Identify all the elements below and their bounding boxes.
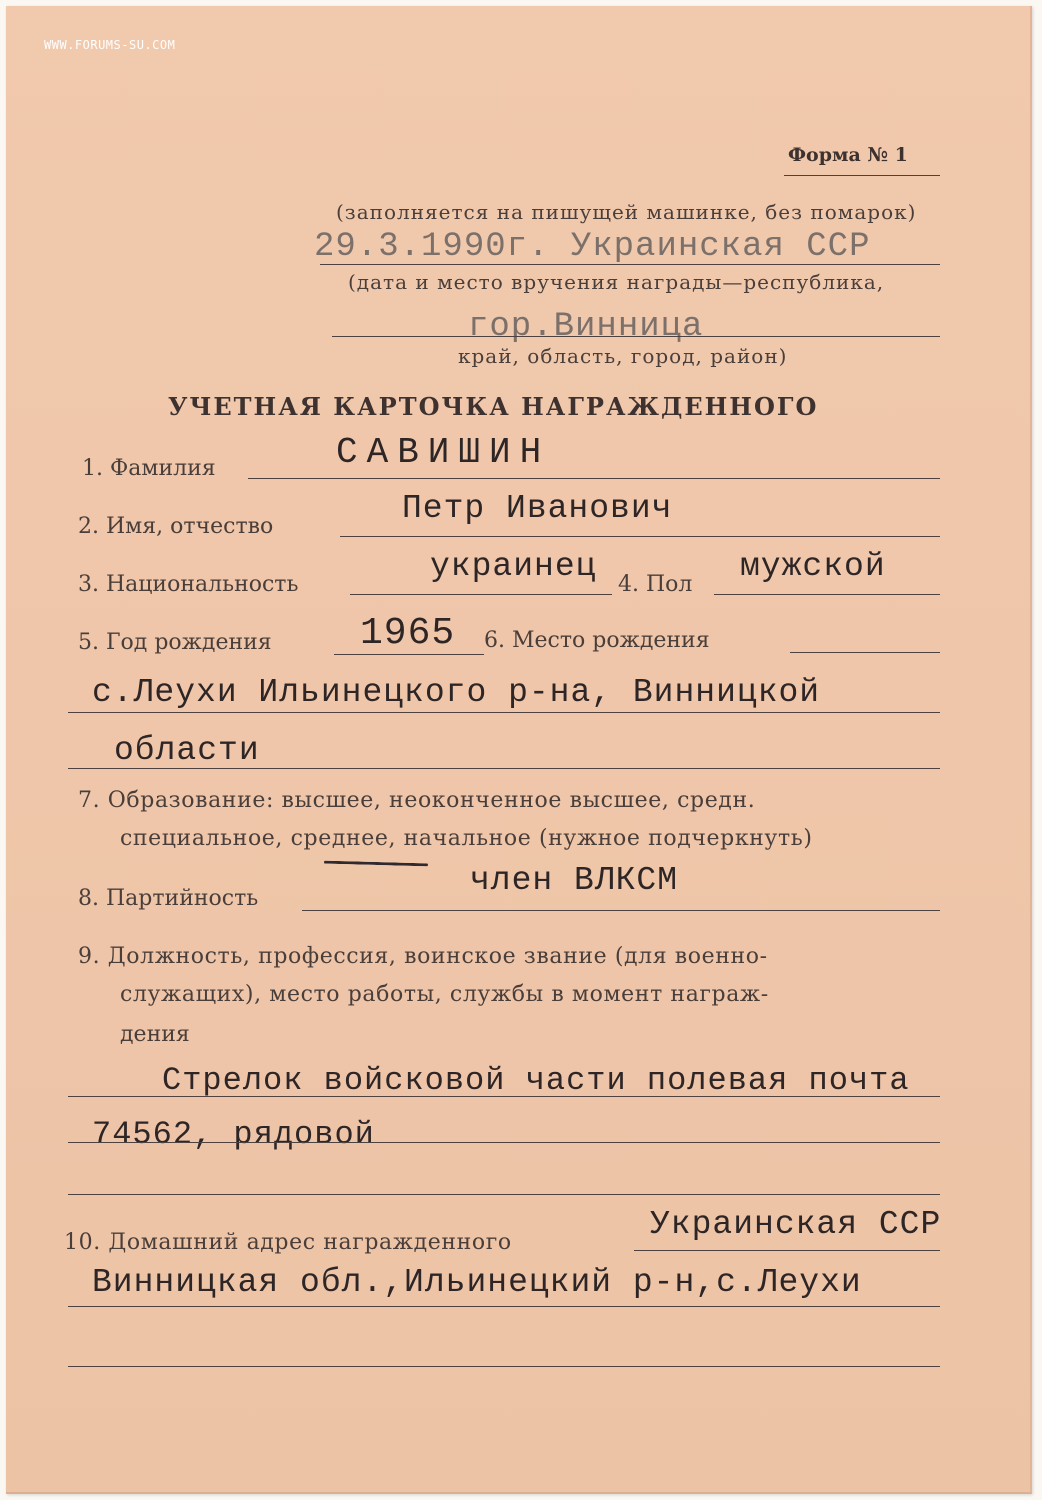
- card-title: УЧЕТНАЯ КАРТОЧКА НАГРАЖДЕННОГО: [168, 392, 819, 421]
- address-value-1: Украинская ССР: [650, 1206, 942, 1243]
- birth-place-line-short: [790, 652, 940, 653]
- sex-label: 4. Пол: [618, 572, 693, 597]
- instruction-text: (заполняется на пишущей машинке, без помарок): [336, 200, 917, 224]
- surname-label: 1. Фамилия: [82, 456, 216, 481]
- award-caption-2: край, область, город, район): [458, 344, 788, 368]
- party-value: член ВЛКСМ: [470, 862, 679, 899]
- award-date-place: 29.3.1990г. Украинская ССР: [314, 228, 871, 266]
- education-text-2: специальное, среднее, начальное (нужное подчеркнуть): [120, 826, 813, 851]
- birth-year-value: 1965: [360, 612, 456, 655]
- party-label: 8. Партийность: [78, 886, 259, 911]
- address-line-3: [68, 1366, 940, 1367]
- position-line-1: [68, 1096, 940, 1097]
- form-number-line: [784, 175, 940, 176]
- award-caption-1: (дата и место вручения награды—республика,: [348, 270, 885, 294]
- birth-place-label: 6. Место рождения: [484, 628, 710, 653]
- name-line: [340, 536, 940, 537]
- form-number: Форма № 1: [788, 144, 908, 166]
- award-record-card: [6, 6, 1032, 1494]
- address-line-2: [68, 1306, 940, 1307]
- name-value: Петр Иванович: [402, 490, 673, 527]
- nationality-line: [350, 594, 612, 595]
- birth-place-line-2: [68, 768, 940, 769]
- position-line-2: [68, 1142, 940, 1143]
- birth-year-label: 5. Год рождения: [78, 630, 272, 655]
- surname-line: [248, 478, 940, 479]
- sex-line: [714, 594, 940, 595]
- education-text-1: 7. Образование: высшее, неоконченное высшее, средн.: [78, 788, 756, 813]
- position-line-3: [68, 1194, 940, 1195]
- address-value-2: Винницкая обл.,Ильинецкий р-н,с.Леухи: [92, 1264, 862, 1301]
- birth-place-line-1: [68, 712, 940, 713]
- name-label: 2. Имя, отчество: [78, 514, 274, 539]
- birth-place-value-1: с.Леухи Ильинецкого р-на, Винницкой: [92, 674, 821, 711]
- party-line: [302, 910, 940, 911]
- address-line-1: [634, 1250, 940, 1251]
- position-value-2: 74562, рядовой: [92, 1116, 375, 1153]
- award-city-line: [332, 336, 940, 337]
- birth-year-line: [334, 654, 484, 655]
- birth-place-value-2: области: [114, 732, 260, 769]
- position-text-1: 9. Должность, профессия, воинское звание (для военно-: [78, 944, 768, 969]
- nationality-label: 3. Национальность: [78, 572, 299, 597]
- position-text-2: служащих), место работы, службы в момент награж-: [120, 982, 769, 1007]
- education-underline-mark: [324, 861, 428, 867]
- position-text-3: дения: [120, 1022, 190, 1047]
- nationality-value: украинец: [430, 548, 597, 585]
- watermark: WWW.FORUMS-SU.COM: [44, 38, 176, 52]
- award-date-line: [320, 264, 940, 265]
- award-city: гор.Винница: [468, 308, 704, 346]
- address-label: 10. Домашний адрес награжденного: [64, 1230, 512, 1255]
- sex-value: мужской: [740, 548, 886, 585]
- position-value-1: Стрелок войсковой части полевая почта: [162, 1062, 910, 1099]
- surname-value: САВИШИН: [336, 432, 551, 473]
